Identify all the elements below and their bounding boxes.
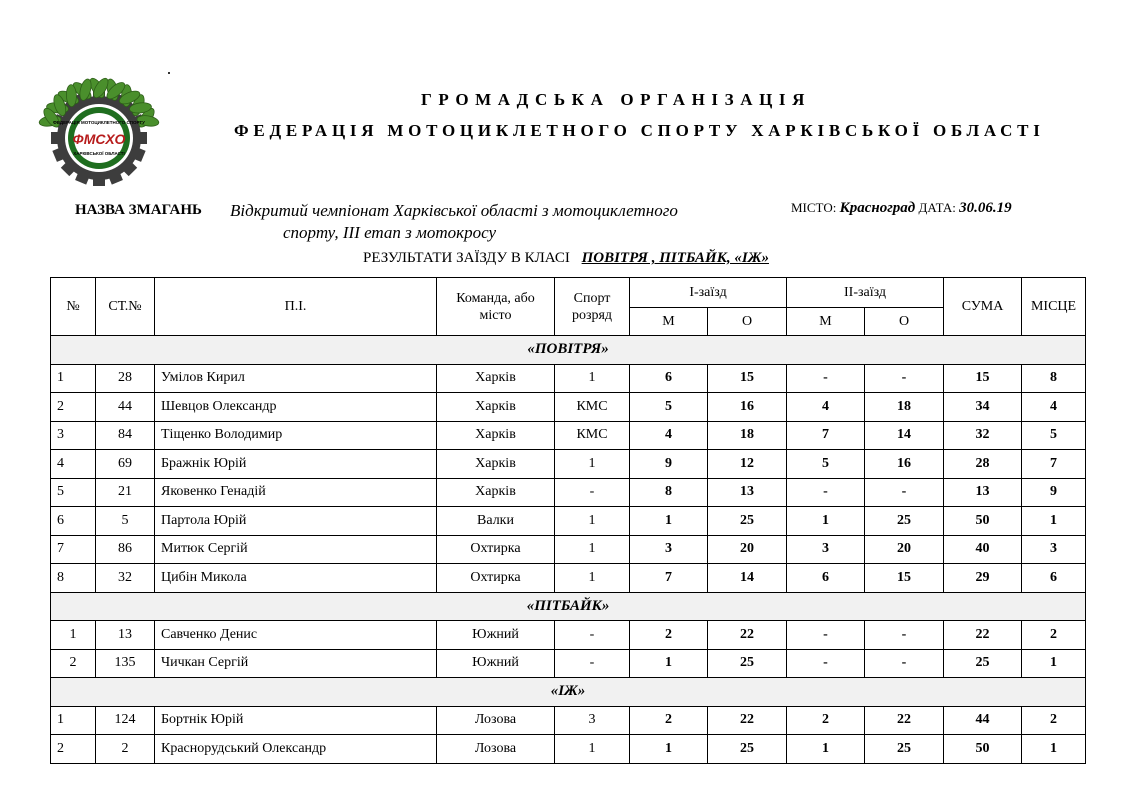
race2-points: -	[865, 621, 944, 650]
total-points: 29	[944, 564, 1022, 593]
row-number: 2	[51, 735, 96, 764]
final-place: 1	[1022, 649, 1086, 678]
team: Харків	[437, 364, 555, 393]
race1-points: 15	[708, 364, 787, 393]
results-subtitle	[0, 250, 1132, 267]
subtitle-text: РЕЗУЛЬТАТИ ЗАЇЗДУ В КЛАСІ	[363, 250, 570, 266]
race1-position: 1	[630, 649, 708, 678]
table-row	[51, 421, 1086, 450]
race1-points: 25	[708, 649, 787, 678]
race1-position: 8	[630, 478, 708, 507]
race1-position: 1	[630, 735, 708, 764]
table-row	[51, 393, 1086, 422]
team: Харків	[437, 478, 555, 507]
race2-position: 1	[787, 735, 865, 764]
start-number: 28	[96, 364, 155, 393]
team: Харків	[437, 393, 555, 422]
logo-text-bottom: ХАРКІВСЬКОЇ ОБЛАСТІ	[73, 151, 125, 156]
sport-rank: -	[555, 478, 630, 507]
competition-name	[230, 200, 750, 244]
race2-points: 15	[865, 564, 944, 593]
competition-name-line1: Відкритий чемпіонат Харківської області з мотоциклетного	[230, 201, 678, 220]
row-number: 4	[51, 450, 96, 479]
race2-position: 7	[787, 421, 865, 450]
final-place: 2	[1022, 621, 1086, 650]
rider-name: Чичкан Сергій	[155, 649, 437, 678]
table-row	[51, 621, 1086, 650]
race2-position: -	[787, 649, 865, 678]
org-title-line2: ФЕДЕРАЦІЯ МОТОЦИКЛЕТНОГО СПОРТУ ХАРКІВСЬКОЇ ОБЛАСТІ	[234, 121, 1045, 140]
results-body	[51, 336, 1086, 764]
rider-name: Бортнік Юрій	[155, 706, 437, 735]
race1-points: 25	[708, 735, 787, 764]
class-group-title: «ІЖ»	[51, 678, 1086, 707]
start-number: 69	[96, 450, 155, 479]
city-label: МІСТО:	[791, 200, 837, 215]
row-number: 1	[51, 364, 96, 393]
row-number: 1	[51, 706, 96, 735]
race1-points: 14	[708, 564, 787, 593]
race2-position: -	[787, 364, 865, 393]
race1-points: 16	[708, 393, 787, 422]
race1-points: 13	[708, 478, 787, 507]
final-place: 6	[1022, 564, 1086, 593]
start-number: 86	[96, 535, 155, 564]
logo-abbr: ФМСХО	[72, 131, 126, 147]
team: Южний	[437, 621, 555, 650]
header-name: П.І.	[155, 278, 437, 336]
total-points: 50	[944, 735, 1022, 764]
competition-meta	[791, 200, 1012, 217]
final-place: 5	[1022, 421, 1086, 450]
race1-position: 7	[630, 564, 708, 593]
rider-name: Савченко Денис	[155, 621, 437, 650]
class-group-row	[51, 678, 1086, 707]
race1-position: 9	[630, 450, 708, 479]
rider-name: Митюк Сергій	[155, 535, 437, 564]
rider-name: Шевцов Олександр	[155, 393, 437, 422]
race1-points: 18	[708, 421, 787, 450]
race2-position: 1	[787, 507, 865, 536]
row-number: 2	[51, 649, 96, 678]
team: Лозова	[437, 735, 555, 764]
race2-points: 14	[865, 421, 944, 450]
total-points: 34	[944, 393, 1022, 422]
race1-position: 5	[630, 393, 708, 422]
rider-name: Партола Юрій	[155, 507, 437, 536]
final-place: 1	[1022, 507, 1086, 536]
race2-position: 3	[787, 535, 865, 564]
sport-rank: 1	[555, 735, 630, 764]
results-table	[50, 277, 1086, 764]
total-points: 25	[944, 649, 1022, 678]
row-number: 8	[51, 564, 96, 593]
race2-points: -	[865, 364, 944, 393]
total-points: 13	[944, 478, 1022, 507]
table-row	[51, 535, 1086, 564]
competition-label: НАЗВА ЗМАГАНЬ	[75, 202, 202, 218]
competition-name-line2: спорту, ІІІ етап з мотокросу	[283, 223, 497, 242]
race1-points: 20	[708, 535, 787, 564]
table-row	[51, 450, 1086, 479]
header-race2-o: О	[865, 308, 944, 336]
table-row	[51, 478, 1086, 507]
table-row	[51, 364, 1086, 393]
race1-position: 6	[630, 364, 708, 393]
total-points: 50	[944, 507, 1022, 536]
row-number: 2	[51, 393, 96, 422]
sport-rank: -	[555, 621, 630, 650]
date-label: ДАТА:	[918, 200, 956, 215]
race1-position: 4	[630, 421, 708, 450]
sport-rank: 1	[555, 364, 630, 393]
start-number: 135	[96, 649, 155, 678]
start-number: 21	[96, 478, 155, 507]
race2-points: 16	[865, 450, 944, 479]
start-number: 13	[96, 621, 155, 650]
race2-position: -	[787, 478, 865, 507]
race2-position: -	[787, 621, 865, 650]
sport-rank: 1	[555, 535, 630, 564]
row-number: 5	[51, 478, 96, 507]
class-group-row	[51, 336, 1086, 365]
sport-rank: КМС	[555, 421, 630, 450]
sport-rank: 1	[555, 564, 630, 593]
rider-name: Тіщенко Володимир	[155, 421, 437, 450]
total-points: 22	[944, 621, 1022, 650]
org-title-line1: ГРОМАДСЬКА ОРГАНІЗАЦІЯ	[421, 90, 811, 109]
total-points: 40	[944, 535, 1022, 564]
date-value: 30.06.19	[959, 200, 1012, 216]
race2-position: 6	[787, 564, 865, 593]
stray-mark	[168, 72, 170, 74]
header-no: №	[51, 278, 96, 336]
rider-name: Красноруд​ський Олександр	[155, 735, 437, 764]
row-number: 6	[51, 507, 96, 536]
team: Охтирка	[437, 535, 555, 564]
total-points: 44	[944, 706, 1022, 735]
subtitle-class: ПОВІТРЯ , ПІТБАЙК, «ІЖ»	[581, 250, 769, 266]
race2-points: 25	[865, 507, 944, 536]
header-race2: ІІ-заїзд	[787, 278, 944, 308]
header-race1: І-заїзд	[630, 278, 787, 308]
final-place: 1	[1022, 735, 1086, 764]
table-row	[51, 735, 1086, 764]
race2-points: -	[865, 649, 944, 678]
total-points: 28	[944, 450, 1022, 479]
race1-position: 3	[630, 535, 708, 564]
race2-points: -	[865, 478, 944, 507]
rider-name: Яковенко Генадій	[155, 478, 437, 507]
header-rank: Спорт розряд	[555, 278, 630, 336]
table-row	[51, 507, 1086, 536]
race1-position: 2	[630, 706, 708, 735]
team: Лозова	[437, 706, 555, 735]
race1-points: 25	[708, 507, 787, 536]
total-points: 32	[944, 421, 1022, 450]
sport-rank: 1	[555, 507, 630, 536]
header-place: МІСЦЕ	[1022, 278, 1086, 336]
start-number: 5	[96, 507, 155, 536]
race2-points: 22	[865, 706, 944, 735]
final-place: 8	[1022, 364, 1086, 393]
final-place: 2	[1022, 706, 1086, 735]
row-number: 7	[51, 535, 96, 564]
race2-points: 20	[865, 535, 944, 564]
rider-name: Умілов Кирил	[155, 364, 437, 393]
final-place: 7	[1022, 450, 1086, 479]
table-row	[51, 649, 1086, 678]
header-race1-m: М	[630, 308, 708, 336]
final-place: 9	[1022, 478, 1086, 507]
total-points: 15	[944, 364, 1022, 393]
rider-name: Бражнік Юрій	[155, 450, 437, 479]
header-race2-m: М	[787, 308, 865, 336]
header-st-no: СТ.№	[96, 278, 155, 336]
header-race1-o: О	[708, 308, 787, 336]
logo-text-top: ФЕДЕРАЦІЯ МОТОЦИКЛЕТНОГО СПОРТУ	[53, 120, 145, 125]
row-number: 3	[51, 421, 96, 450]
start-number: 2	[96, 735, 155, 764]
team: Харків	[437, 421, 555, 450]
race2-position: 4	[787, 393, 865, 422]
race2-points: 25	[865, 735, 944, 764]
race1-points: 22	[708, 706, 787, 735]
sport-rank: 3	[555, 706, 630, 735]
final-place: 3	[1022, 535, 1086, 564]
race2-position: 2	[787, 706, 865, 735]
class-group-title: «ПОВІТРЯ»	[51, 336, 1086, 365]
start-number: 32	[96, 564, 155, 593]
row-number: 1	[51, 621, 96, 650]
race1-points: 12	[708, 450, 787, 479]
sport-rank: -	[555, 649, 630, 678]
race2-position: 5	[787, 450, 865, 479]
start-number: 44	[96, 393, 155, 422]
race1-position: 2	[630, 621, 708, 650]
start-number: 124	[96, 706, 155, 735]
class-group-row	[51, 592, 1086, 621]
start-number: 84	[96, 421, 155, 450]
sport-rank: КМС	[555, 393, 630, 422]
header-sum: СУМА	[944, 278, 1022, 336]
city-value: Красноград	[839, 200, 916, 216]
team: Охтирка	[437, 564, 555, 593]
race2-points: 18	[865, 393, 944, 422]
team: Харків	[437, 450, 555, 479]
sport-rank: 1	[555, 450, 630, 479]
class-group-title: «ПІТБАЙК»	[51, 592, 1086, 621]
header-team: Команда, або місто	[437, 278, 555, 336]
race1-position: 1	[630, 507, 708, 536]
team: Южний	[437, 649, 555, 678]
table-row	[51, 564, 1086, 593]
team: Валки	[437, 507, 555, 536]
final-place: 4	[1022, 393, 1086, 422]
race1-points: 22	[708, 621, 787, 650]
table-row	[51, 706, 1086, 735]
rider-name: Цибін Микола	[155, 564, 437, 593]
